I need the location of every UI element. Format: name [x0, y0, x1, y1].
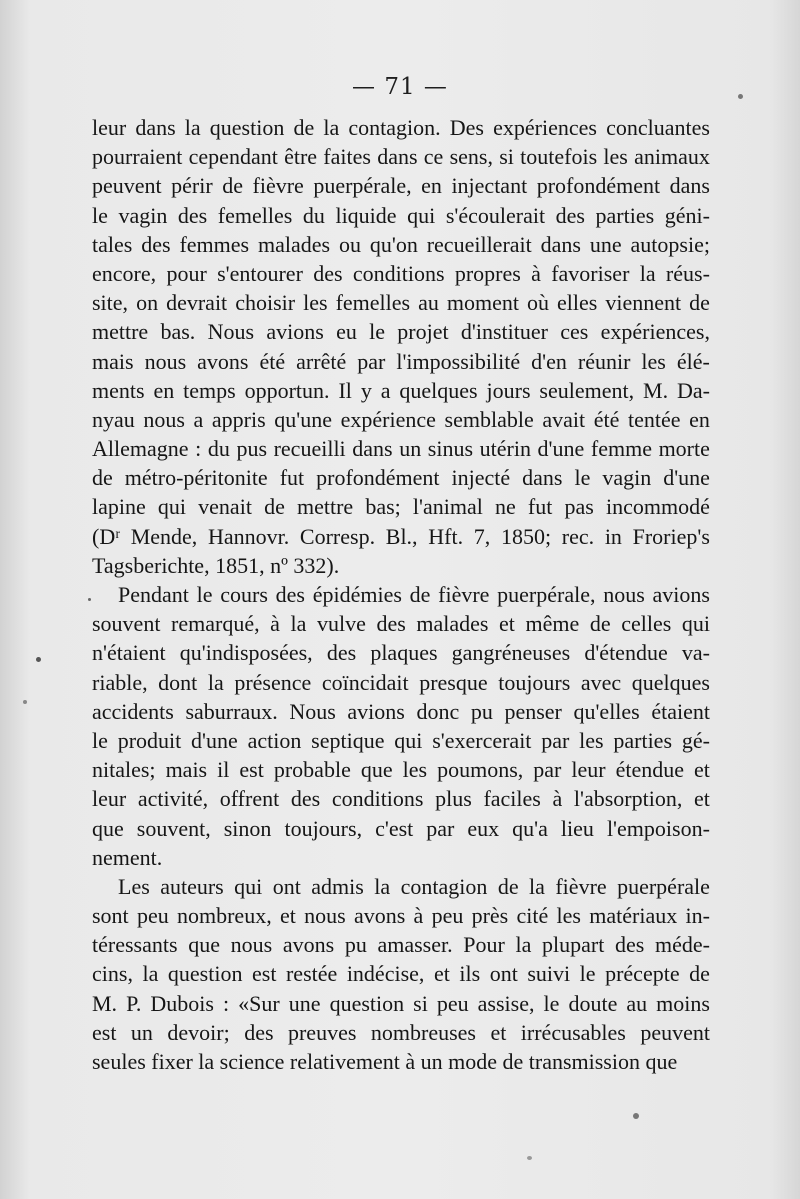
text-line: de métro-péritonite fut profondément injecté dans le vagin d'une: [92, 465, 710, 491]
text-line: souvent remarqué, à la vulve des malades et même de celles qui: [92, 611, 710, 637]
text-line: mettre bas. Nous avions eu le projet d'instituer ces expériences,: [92, 319, 710, 345]
text-line: Allemagne : du pus recueilli dans un sinus utérin d'une femme morte: [92, 436, 710, 462]
text-line: seules fixer la science relativement à un mode de transmission que: [92, 1049, 678, 1074]
text-line: site, on devrait choisir les femelles au moment où elles viennent de: [92, 290, 710, 316]
text-line: ments en temps opportun. Il y a quelques jours seulement, M. Da-: [92, 377, 710, 403]
text-line: Les auteurs qui ont admis la contagion de la fièvre puerpérale: [118, 873, 710, 899]
ink-speck: [88, 598, 91, 601]
page-number: — 71 —: [352, 74, 448, 100]
text-line: nement.: [92, 844, 163, 870]
text-line: mais nous avons été arrêté par l'impossibilité d'en réunir les élé-: [92, 348, 710, 374]
text-line: le produit d'une action septique qui s'exercerait par les parties gé-: [92, 727, 710, 753]
text-line: n'étaient qu'indisposées, des plaques gangréneuses d'étendue va-: [92, 640, 710, 666]
ink-speck: [527, 1156, 532, 1160]
body-text: [92, 113, 710, 1076]
text-line: lapine qui venait de mettre bas; l'animal ne fut pas incommodé: [92, 494, 710, 520]
text-line: leur dans la question de la contagion. Des expériences concluantes: [92, 115, 710, 140]
text-line: que souvent, sinon toujours, c'est par eux qu'a lieu l'empoison-: [92, 815, 710, 841]
text-line: accidents saburraux. Nous avions donc pu penser qu'elles étaient: [92, 698, 710, 724]
text-line: tales des femmes malades ou qu'on recueillerait dans une autopsie;: [92, 231, 710, 257]
ink-speck: [633, 1113, 639, 1119]
text-line: peuvent périr de fièvre puerpérale, en injectant profondément dans: [92, 173, 710, 199]
text-line: (Dʳ Mende, Hannovr. Corresp. Bl., Hft. 7, 1850; rec. in Froriep's: [92, 523, 710, 549]
text-line: sont peu nombreux, et nous avons à peu près cité les matériaux in-: [92, 903, 710, 929]
text-line: M. P. Dubois : «Sur une question si peu assise, le doute au moins: [92, 990, 710, 1016]
text-line: riable, dont la présence coïncidait presque toujours avec quelques: [92, 669, 710, 695]
text-line: est un devoir; des preuves nombreuses et irrécusables peuvent: [92, 1019, 710, 1045]
text-line: le vagin des femelles du liquide qui s'écoulerait des parties géni-: [92, 202, 710, 228]
text-line: nyau nous a appris qu'une expérience semblable avait été tentée en: [92, 406, 710, 432]
text-line: cins, la question est restée indécise, et ils ont suivi le précepte de: [92, 961, 710, 987]
ink-speck: [36, 657, 41, 662]
text-line: Tagsberichte, 1851, nº 332).: [92, 552, 340, 578]
ink-speck: [738, 94, 743, 99]
text-line: pourraient cependant être faites dans ce sens, si toutefois les animaux: [92, 144, 710, 170]
text-line: Pendant le cours des épidémies de fièvre puerpérale, nous avions: [118, 582, 710, 607]
text-line: téressants que nous avons pu amasser. Pour la plupart des méde-: [92, 932, 710, 958]
text-line: nitales; mais il est probable que les poumons, par leur étendue et: [92, 757, 710, 783]
ink-speck: [23, 700, 27, 704]
text-line: encore, pour s'entourer des conditions propres à favoriser la réus-: [92, 260, 710, 286]
text-line: leur activité, offrent des conditions plus faciles à l'absorption, et: [92, 786, 710, 812]
